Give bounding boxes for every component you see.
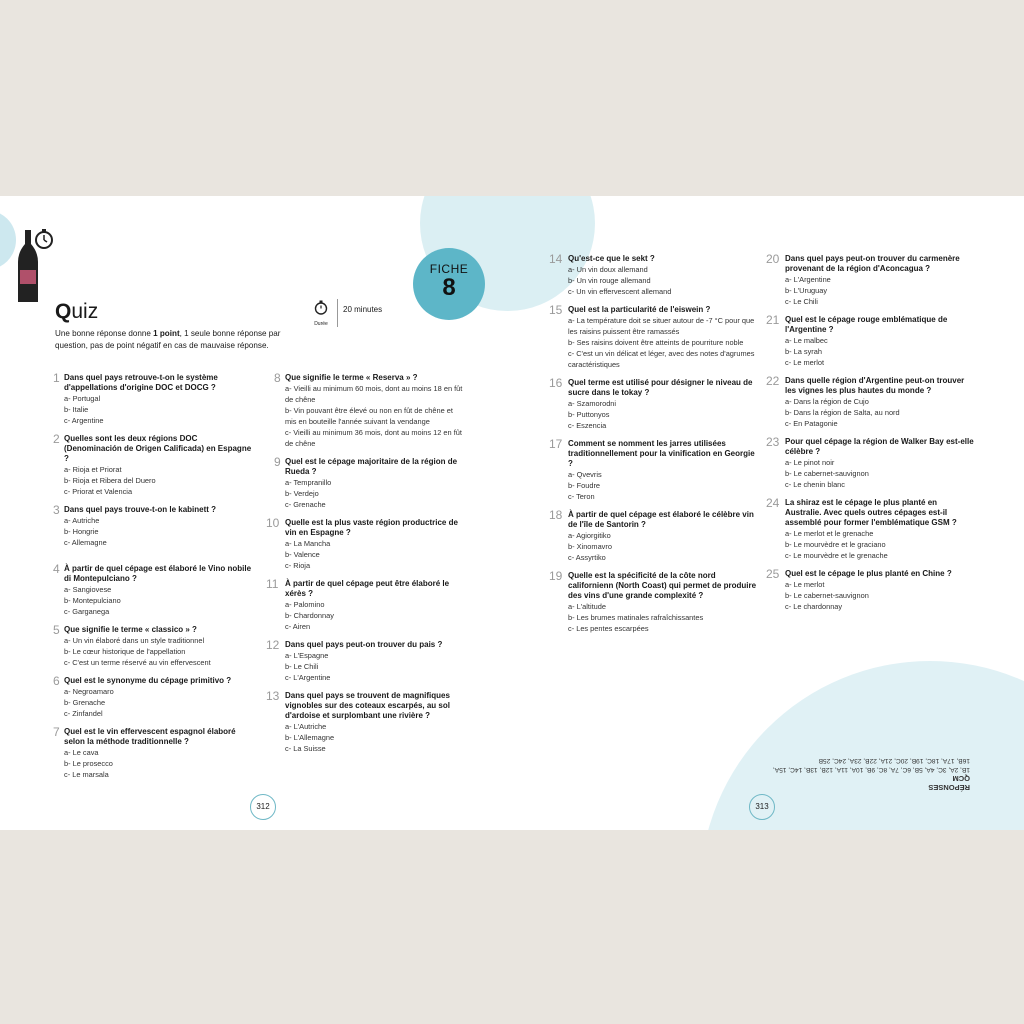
- answer-option: a- Le malbec: [785, 336, 828, 345]
- answer-option: b- Le cabernet-sauvignon: [785, 469, 869, 478]
- answer-option: c- Le marsala: [64, 770, 109, 779]
- answer-option: c- Le mourvèdre et le grenache: [785, 551, 888, 560]
- answer-option: c- Teron: [568, 492, 595, 501]
- question-column: [766, 252, 974, 620]
- answer-option: a- L'Espagne: [285, 651, 329, 660]
- question-number: 24: [766, 496, 780, 510]
- question-column: [266, 371, 464, 762]
- answer-option: b- L'Allemagne: [285, 733, 335, 742]
- duration-value: 20 minutes: [343, 305, 383, 314]
- answer-option: c- Grenache: [285, 500, 326, 509]
- question-item: [266, 638, 464, 683]
- answer-option: c- Le Chili: [785, 297, 818, 306]
- question-text: Quel est le vin effervescent espagnol élaboré selon la méthode traditionnelle ?: [64, 727, 236, 746]
- answer-option: c- Le chenin blanc: [785, 480, 845, 489]
- question-item: [266, 577, 464, 632]
- question-text: Dans quel pays peut-on trouver du pais ?: [285, 640, 443, 649]
- answer-option: a- Palomino: [285, 600, 325, 609]
- question-number: 18: [549, 508, 563, 522]
- question-text: Quel est le cépage majoritaire de la région de Rueda ?: [285, 457, 458, 476]
- answer-option: c- Airen: [285, 622, 311, 631]
- answer-option: a- Tempranillo: [285, 478, 332, 487]
- answer-option: a- Le pinot noir: [785, 458, 835, 467]
- answer-option: b- Le cabernet-sauvignon: [785, 591, 869, 600]
- answer-option: c- Priorat et Valencia: [64, 487, 133, 496]
- answer-option: a- L'Autriche: [285, 722, 327, 731]
- answer-option: c- Eszencia: [568, 421, 607, 430]
- answer-option: b- Xinomavro: [568, 542, 612, 551]
- answer-option: b- Italie: [64, 405, 89, 414]
- answer-option: b- Puttonyos: [568, 410, 610, 419]
- question-item: [766, 496, 974, 561]
- answer-option: c- Le chardonnay: [785, 602, 843, 611]
- question-number: 7: [53, 725, 60, 739]
- question-number: 1: [53, 371, 60, 385]
- answers-text: 1B, 2A, 3C, 4A, 5B, 6C, 7A, 8C, 9B, 10A, 11A, 12B, 13B, 14C, 15A, 16B, 17A, 18C, 19B, 20C, 21A, 22B, 23A, 24C, 25B: [772, 757, 970, 773]
- answer-option: c- La Suisse: [285, 744, 326, 753]
- answer-option: b- Montepulciano: [64, 596, 121, 605]
- answer-option: c- Allemagne: [64, 538, 107, 547]
- question-item: [549, 376, 757, 431]
- answer-option: c- Argentine: [64, 416, 104, 425]
- answer-option: b- Ses raisins doivent être atteints de pourriture noble: [568, 338, 744, 347]
- question-item: [766, 567, 974, 612]
- question-text: Comment se nomment les jarres utilisées traditionnellement pour la vinification en Georgie ?: [568, 439, 755, 468]
- question-item: [266, 516, 464, 571]
- answer-option: a- Un vin élaboré dans un style traditionnel: [64, 636, 205, 645]
- answer-option: a- La Mancha: [285, 539, 331, 548]
- answer-option: c- Zinfandel: [64, 709, 103, 718]
- duration-label: Durée: [314, 321, 328, 327]
- question-text: Quelle est la plus vaste région productrice de vin en Espagne ?: [285, 518, 458, 537]
- answer-option: b- Vin pouvant être élevé ou non en fût de chêne et mis en bouteille l'année suivant la vendange: [285, 406, 453, 426]
- answer-option: b- Dans la région de Salta, au nord: [785, 408, 900, 417]
- divider: [337, 299, 338, 327]
- question-column: [53, 373, 253, 788]
- answer-option: a- Rioja et Priorat: [64, 465, 122, 474]
- question-item: [53, 727, 253, 780]
- answer-option: b- La syrah: [785, 347, 822, 356]
- question-text: Que signifie le terme « Reserva » ?: [285, 373, 418, 382]
- question-text: Dans quelle région d'Argentine peut-on trouver les vignes les plus hautes du monde ?: [785, 376, 965, 395]
- question-number: 4: [53, 562, 60, 576]
- question-item: [53, 564, 253, 617]
- answer-option: b- Grenache: [64, 698, 106, 707]
- question-text: À partir de quel cépage peut être élaboré le xérès ?: [285, 579, 450, 598]
- question-number: 16: [549, 376, 563, 390]
- intro-text: Une bonne réponse donne 1 point, 1 seule bonne réponse par question, pas de point négatif en cas de mauvaise réponse.: [55, 329, 281, 350]
- answer-option: a- Le cava: [64, 748, 99, 757]
- answer-option: b- Les brumes matinales rafraîchissantes: [568, 613, 704, 622]
- question-number: 3: [53, 503, 60, 517]
- question-number: 2: [53, 432, 60, 446]
- question-number: 19: [549, 569, 563, 583]
- question-text: Pour quel cépage la région de Walker Bay est-elle célèbre ?: [785, 437, 974, 456]
- fiche-number: 8: [442, 274, 456, 301]
- answers-title: RÉPONSES: [928, 783, 970, 792]
- question-item: [53, 676, 253, 719]
- answer-option: c- Garganega: [64, 607, 110, 616]
- answer-option: b- Valence: [285, 550, 320, 559]
- question-item: [766, 313, 974, 368]
- answer-option: b- Le prosecco: [64, 759, 113, 768]
- answer-option: a- Dans la région de Cujo: [785, 397, 869, 406]
- question-text: Quel est le synonyme du cépage primitivo ?: [64, 676, 232, 685]
- answer-option: b- Le Chili: [285, 662, 319, 671]
- question-number: 21: [766, 313, 780, 327]
- question-text: À partir de quel cépage est élaboré le Vino nobile di Montepulciano ?: [64, 564, 252, 583]
- question-number: 5: [53, 623, 60, 637]
- question-item: [53, 434, 253, 497]
- question-item: [274, 457, 464, 510]
- answers-block: [770, 756, 970, 792]
- answer-option: b- L'Uruguay: [785, 286, 828, 295]
- question-number: 6: [53, 674, 60, 688]
- question-item: [53, 505, 253, 548]
- answer-option: a- L'altitude: [568, 602, 606, 611]
- answer-option: c- Vieilli au minimum 36 mois, dont au moins 12 en fût de chêne: [285, 428, 462, 448]
- question-text: Quel est le cépage le plus planté en Chine ?: [785, 569, 952, 578]
- question-text: Dans quel pays retrouve-t-on le système d'appellations d'origine DOC et DOCG ?: [64, 373, 218, 392]
- page-number-left: 312: [250, 794, 276, 820]
- duration-block: [311, 300, 331, 327]
- question-number: 12: [266, 638, 280, 652]
- answer-option: c- En Patagonie: [785, 419, 838, 428]
- answer-option: a- Negroamaro: [64, 687, 114, 696]
- answer-option: a- Agiorgitiko: [568, 531, 611, 540]
- answer-option: c- C'est un vin délicat et léger, avec des notes d'agrumes caractéristiques: [568, 349, 755, 369]
- question-item: [549, 252, 757, 297]
- question-number: 22: [766, 374, 780, 388]
- answer-option: c- Un vin effervescent allemand: [568, 287, 672, 296]
- answer-option: b- Rioja et Ribera del Duero: [64, 476, 156, 485]
- question-text: Qu'est-ce que le sekt ?: [568, 254, 655, 263]
- question-number: 17: [549, 437, 563, 451]
- question-number: 8: [274, 371, 281, 385]
- question-number: 25: [766, 567, 780, 581]
- question-column: [549, 252, 757, 642]
- question-text: La shiraz est le cépage le plus planté en Australie. Avec quels outres cépages est-il assemblé pour former l'emblématique GSM ?: [785, 498, 957, 527]
- page-title: Quiz: [55, 300, 99, 323]
- question-number: 23: [766, 435, 780, 449]
- answer-option: a- Qvevris: [568, 470, 602, 479]
- answer-option: c- Assyrtiko: [568, 553, 606, 562]
- answer-option: b- Le cœur historique de l'appellation: [64, 647, 186, 656]
- question-item: [766, 435, 974, 490]
- decorative-circle: [0, 210, 16, 270]
- question-item: [549, 303, 757, 370]
- question-item: [266, 689, 464, 754]
- question-text: Quel est le cépage rouge emblématique de l'Argentine ?: [785, 315, 948, 334]
- fiche-badge: [413, 248, 485, 320]
- question-number: 20: [766, 252, 780, 266]
- answer-option: c- Rioja: [285, 561, 311, 570]
- answer-option: a- Sangiovese: [64, 585, 112, 594]
- answer-option: b- Un vin rouge allemand: [568, 276, 651, 285]
- question-number: 11: [266, 577, 279, 591]
- page-number-right: 313: [749, 794, 775, 820]
- stopwatch-icon: [314, 300, 328, 315]
- fiche-label: FICHE: [429, 262, 469, 276]
- answer-option: b- Chardonnay: [285, 611, 334, 620]
- book-spread: [0, 196, 1024, 830]
- question-text: Dans quel pays peut-on trouver du carmenère provenant de la région d'Aconcagua ?: [785, 254, 960, 273]
- question-item: [549, 437, 757, 502]
- question-number: 15: [549, 303, 563, 317]
- answer-option: a- L'Argentine: [785, 275, 831, 284]
- question-item: [53, 625, 253, 668]
- wine-bottle-stopwatch-icon: [16, 226, 56, 306]
- answer-option: c- Les pentes escarpées: [568, 624, 649, 633]
- question-item: [274, 373, 464, 449]
- question-number: 14: [549, 252, 563, 266]
- answer-option: b- Hongrie: [64, 527, 99, 536]
- answer-option: b- Le mourvèdre et le graciano: [785, 540, 886, 549]
- question-number: 13: [266, 689, 280, 703]
- answer-option: c- L'Argentine: [285, 673, 331, 682]
- question-text: Que signifie le terme « classico » ?: [64, 625, 197, 634]
- answer-option: a- Un vin doux allemand: [568, 265, 648, 274]
- answer-option: a- Portugal: [64, 394, 101, 403]
- question-number: 9: [274, 455, 281, 469]
- answers-subtitle: QCM: [952, 774, 970, 783]
- question-item: [766, 374, 974, 429]
- question-text: Dans quel pays trouve-t-on le kabinett ?: [64, 505, 217, 514]
- question-item: [766, 252, 974, 307]
- answer-option: b- Foudre: [568, 481, 601, 490]
- answer-option: a- La température doit se situer autour de -7 °C pour que les raisins puissent être ramassés: [568, 316, 755, 336]
- question-item: [53, 373, 253, 426]
- answer-option: a- Le merlot et le grenache: [785, 529, 874, 538]
- question-item: [549, 569, 757, 634]
- question-text: Quel est la particularité de l'eiswein ?: [568, 305, 711, 314]
- question-text: Quel terme est utilisé pour désigner le niveau de sucre dans le tokay ?: [568, 378, 753, 397]
- answer-option: c- C'est un terme réservé au vin effervescent: [64, 658, 211, 667]
- question-number: 10: [266, 516, 280, 530]
- answer-option: b- Verdejo: [285, 489, 319, 498]
- answer-option: a- Vieilli au minimum 60 mois, dont au moins 18 en fût de chêne: [285, 384, 463, 404]
- question-text: Dans quel pays se trouvent de magnifiques vignobles sur des coteaux escarpés, au sol d'ardoise et surplombant une rivière ?: [285, 691, 450, 720]
- answer-option: a- Le merlot: [785, 580, 825, 589]
- answer-option: c- Le merlot: [785, 358, 825, 367]
- answer-option: a- Autriche: [64, 516, 100, 525]
- answer-option: a- Szamorodni: [568, 399, 617, 408]
- question-text: À partir de quel cépage est élaboré le célèbre vin de l'île de Santorin ?: [568, 510, 754, 529]
- question-text: Quelles sont les deux régions DOC (Denominación de Origen Calificada) en Espagne ?: [64, 434, 252, 463]
- question-text: Quelle est la spécificité de la côte nord californienn (North Coast) qui permet de produire des vins d'une grande complexité ?: [568, 571, 757, 600]
- question-item: [549, 508, 757, 563]
